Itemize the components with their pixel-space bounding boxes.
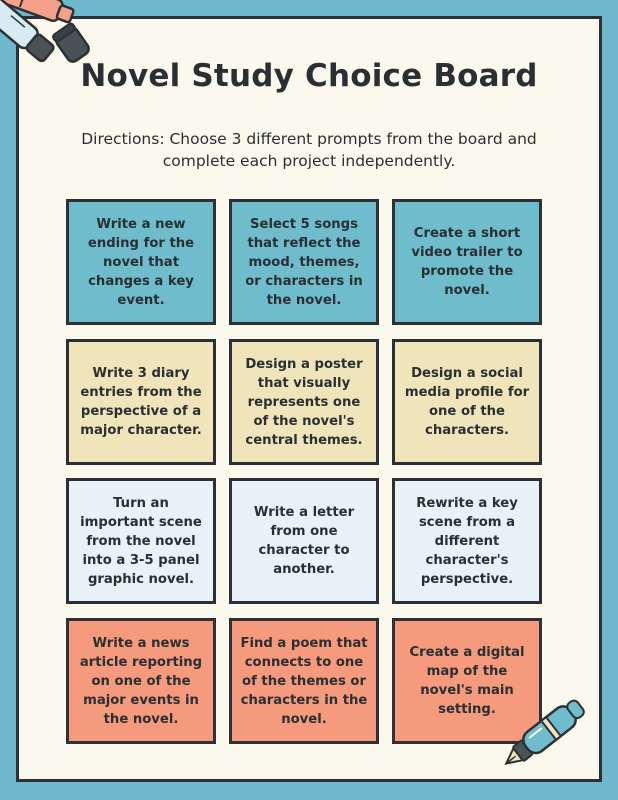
directions-text: Directions: Choose 3 different prompts from the board and complete each project independently. (81, 130, 537, 170)
prompt-text: Design a social media profile for one of the characters. (404, 366, 530, 438)
page-title: Novel Study Choice Board (80, 58, 538, 94)
prompt-text: Write a new ending for the novel that changes a key event. (87, 216, 195, 308)
prompt-card[interactable] (229, 618, 379, 744)
prompt-text: Rewrite a key scene from a different character's perspective. (416, 495, 518, 587)
prompt-card[interactable] (66, 618, 216, 744)
prompt-text: Create a short video trailer to promote the novel. (411, 226, 523, 298)
prompt-text: Write a news article reporting on one of the major events in the novel. (79, 635, 203, 727)
prompt-text: Design a poster that visually represents one of the novel's central themes. (245, 356, 363, 448)
prompt-card[interactable] (229, 199, 379, 325)
prompt-card[interactable] (229, 339, 379, 465)
prompt-card[interactable] (66, 478, 216, 604)
prompt-card[interactable] (392, 339, 542, 465)
prompt-text: Find a poem that connects to one of the themes or characters in the novel. (240, 635, 368, 727)
prompt-card[interactable] (66, 199, 216, 325)
fountain-pen-icon (494, 690, 594, 778)
prompt-text: Turn an important scene from the novel into a 3-5 panel graphic novel. (80, 495, 202, 587)
prompt-card[interactable] (392, 478, 542, 604)
prompt-text: Write 3 diary entries from the perspective of a major character. (80, 366, 202, 438)
prompt-text: Write a letter from one character to another. (253, 505, 355, 577)
prompt-card[interactable] (392, 199, 542, 325)
prompt-text: Select 5 songs that reflect the mood, themes, or characters in the novel. (245, 216, 363, 308)
prompt-card[interactable] (229, 478, 379, 604)
prompt-card[interactable] (66, 339, 216, 465)
prompt-text: Create a digital map of the novel's main setting. (409, 645, 525, 717)
